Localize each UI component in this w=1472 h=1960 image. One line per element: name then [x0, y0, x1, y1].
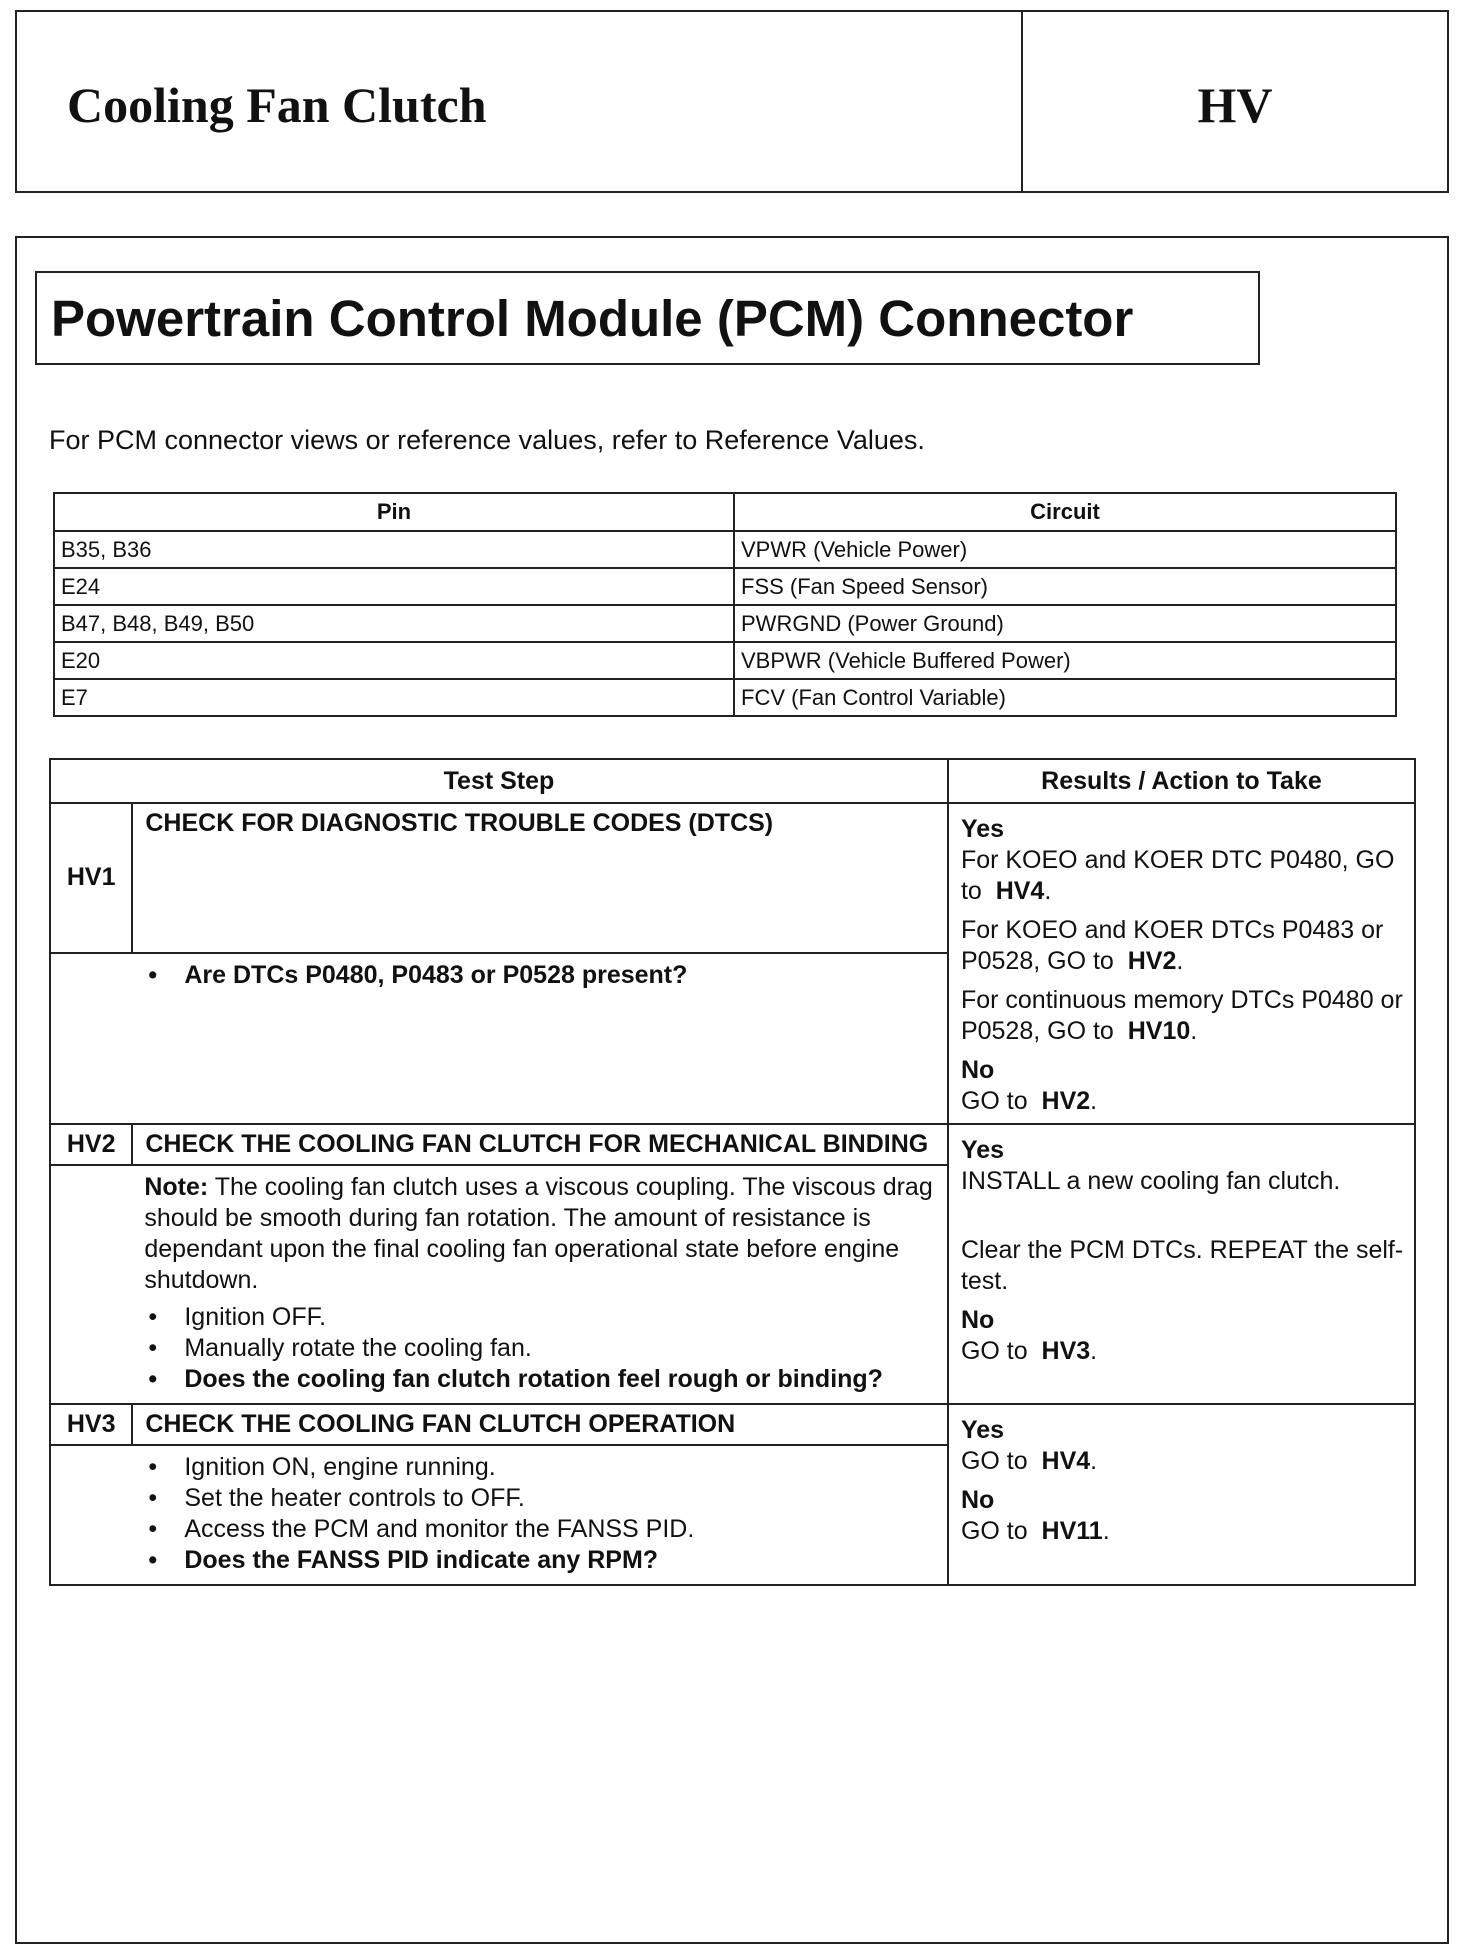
- no-label: No: [960, 1306, 995, 1334]
- list-item: • Ignition ON, engine running.: [144, 1452, 935, 1483]
- step-reference-link[interactable]: HV2: [1041, 1087, 1091, 1115]
- step-results: [948, 803, 1415, 1124]
- list-item: • Access the PCM and monitor the FANSS PID.: [144, 1514, 935, 1545]
- circuit-cell: PWRGND (Power Ground): [734, 605, 1396, 642]
- table-row: [54, 605, 1396, 642]
- table-row: [54, 679, 1396, 716]
- result-yes-3: For continuous memory DTCs P0480 or P0528, GO to HV10.: [960, 986, 1403, 1045]
- step-reference-link[interactable]: HV2: [1127, 947, 1177, 975]
- circuit-cell: VBPWR (Vehicle Buffered Power): [734, 642, 1396, 679]
- table-header-row: [50, 759, 1415, 803]
- table-row: [54, 531, 1396, 568]
- step-header-row: [50, 803, 1415, 953]
- pin-circuit-table: [53, 492, 1397, 717]
- list-item: • Set the heater controls to OFF.: [144, 1483, 935, 1514]
- section-code: HV: [1197, 77, 1273, 133]
- step-id: HV3: [50, 1404, 132, 1445]
- step-title: CHECK THE COOLING FAN CLUTCH OPERATION: [132, 1404, 948, 1445]
- step-instructions: [132, 953, 948, 1124]
- note-label: Note:: [144, 1173, 209, 1201]
- step-reference-link[interactable]: HV4: [1041, 1447, 1091, 1475]
- list-item: • Manually rotate the cooling fan.: [144, 1333, 935, 1364]
- step-header-row: [50, 1404, 1415, 1445]
- step-id: HV2: [50, 1124, 132, 1165]
- step-id: HV1: [50, 803, 132, 953]
- result-yes: Yes GO to HV4.: [961, 1415, 1404, 1477]
- pin-cell: E24: [54, 568, 734, 605]
- list-item: • Ignition OFF.: [144, 1302, 935, 1333]
- table-row: [54, 568, 1396, 605]
- step-results: [948, 1404, 1415, 1585]
- result-yes-2: For KOEO and KOER DTCs P0483 or P0528, GO to HV2.: [960, 916, 1384, 975]
- circuit-cell: VPWR (Vehicle Power): [734, 531, 1396, 568]
- yes-label: Yes: [960, 1136, 1005, 1164]
- step-id-spacer: [50, 1445, 132, 1585]
- result-yes-1: Yes For KOEO and KOER DTC P0480, GO to HV4.: [961, 814, 1404, 907]
- circuit-cell: FSS (Fan Speed Sensor): [734, 568, 1396, 605]
- page-header: [15, 10, 1449, 193]
- result-text: INSTALL a new cooling fan clutch.: [960, 1167, 1341, 1195]
- step-title: CHECK THE COOLING FAN CLUTCH FOR MECHANICAL BINDING: [132, 1124, 948, 1165]
- page-title: Cooling Fan Clutch: [67, 77, 487, 133]
- section-title-box: [35, 271, 1260, 365]
- no-label: No: [960, 1486, 995, 1514]
- step-instructions: [132, 1445, 948, 1585]
- result-text: GO to: [960, 1447, 1028, 1475]
- note-text: The cooling fan clutch uses a viscous coupling. The viscous drag should be smooth during fan rotation. The amount of resistance is dependant upon the final cooling fan operational state before engine shutdown.: [144, 1173, 933, 1294]
- table-header-row: [54, 493, 1396, 531]
- step-reference-link[interactable]: HV10: [1127, 1017, 1191, 1045]
- section-title: Powertrain Control Module (PCM) Connector: [51, 290, 1134, 347]
- result-text: For continuous memory DTCs P0480 or P0528, GO to: [960, 986, 1403, 1045]
- step-reference-link[interactable]: HV11: [1041, 1517, 1103, 1545]
- content-frame: [15, 236, 1449, 1944]
- step-instructions: [132, 1165, 948, 1404]
- step-id-spacer: [50, 953, 132, 1124]
- column-header-pin: Pin: [54, 493, 734, 531]
- result-followup: [961, 1235, 1404, 1297]
- result-yes: [961, 1135, 1404, 1197]
- list-item: • Does the cooling fan clutch rotation feel rough or binding?: [144, 1364, 935, 1395]
- column-header-results: Results / Action to Take: [948, 759, 1415, 803]
- pin-cell: B35, B36: [54, 531, 734, 568]
- result-no: No GO to HV11.: [961, 1485, 1404, 1547]
- yes-label: Yes: [960, 815, 1005, 843]
- step-reference-link[interactable]: HV3: [1041, 1337, 1091, 1365]
- instruction-list: [144, 1452, 935, 1576]
- column-header-test-step: Test Step: [50, 759, 948, 803]
- result-no: No GO to HV2.: [961, 1055, 1404, 1117]
- circuit-cell: FCV (Fan Control Variable): [734, 679, 1396, 716]
- result-text: For KOEO and KOER DTCs P0483 or P0528, GO to: [960, 916, 1384, 975]
- result-no: No GO to HV3.: [961, 1305, 1404, 1367]
- instruction-list: [144, 1302, 935, 1395]
- step-id-spacer: [50, 1165, 132, 1404]
- pin-cell: B47, B48, B49, B50: [54, 605, 734, 642]
- yes-label: Yes: [960, 1416, 1005, 1444]
- list-item: • Are DTCs P0480, P0483 or P0528 present?: [144, 960, 935, 991]
- result-text: Clear the PCM DTCs. REPEAT the self-test.: [960, 1236, 1404, 1295]
- result-text: GO to: [960, 1337, 1028, 1365]
- step-reference-link[interactable]: HV4: [995, 877, 1045, 905]
- step-header-row: [50, 1124, 1415, 1165]
- intro-text: For PCM connector views or reference values, refer to Reference Values.: [49, 425, 925, 455]
- column-header-circuit: Circuit: [734, 493, 1396, 531]
- no-label: No: [960, 1056, 995, 1084]
- result-text: GO to: [960, 1517, 1028, 1545]
- step-title: CHECK FOR DIAGNOSTIC TROUBLE CODES (DTCS): [132, 803, 948, 953]
- result-text: GO to: [960, 1087, 1028, 1115]
- pin-cell: E7: [54, 679, 734, 716]
- step-note: [144, 1172, 935, 1296]
- table-row: [54, 642, 1396, 679]
- result-text: For KOEO and KOER DTC P0480, GO to: [960, 846, 1395, 905]
- pin-cell: E20: [54, 642, 734, 679]
- step-results: [948, 1124, 1415, 1404]
- test-step-table: [49, 758, 1416, 1586]
- list-item: • Does the FANSS PID indicate any RPM?: [144, 1545, 935, 1576]
- instruction-list: [144, 960, 935, 991]
